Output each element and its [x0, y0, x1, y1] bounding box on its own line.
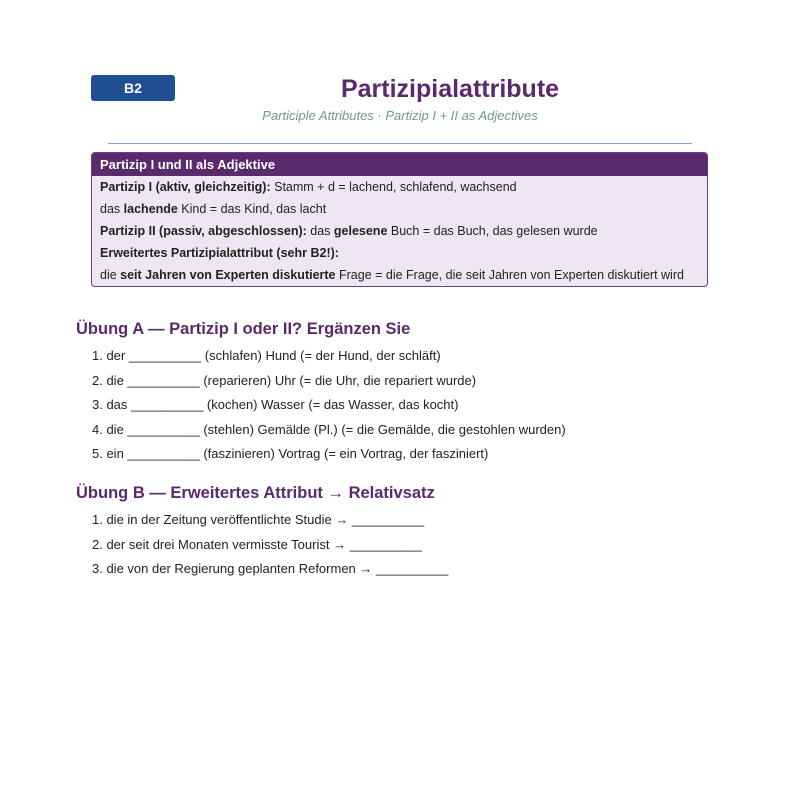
exercise-a-item-5[interactable]: 5. ein __________ (faszinieren) Vortrag (= ein Vortrag, der fasziniert): [92, 446, 489, 461]
level-badge: B2: [91, 75, 175, 101]
exercise-b-heading: Übung B — Erweitertes Attribut → Relativsatz: [76, 484, 435, 502]
example-text: die: [100, 268, 121, 282]
rule-text: Stamm + d = lachend, schlafend, wachsend: [270, 180, 517, 194]
exercise-a-list: [92, 344, 566, 467]
example-text: Buch = das Buch, das gelesen wurde: [387, 224, 598, 238]
page-subtitle: Participle Attributes · Partizip I + II as Adjectives: [262, 108, 538, 123]
example-text: das: [306, 224, 334, 238]
exercise-a-item-3[interactable]: 3. das __________ (kochen) Wasser (= das Wasser, das kocht): [92, 397, 459, 412]
exercise-a-item-1[interactable]: 1. der __________ (schlafen) Hund (= der Hund, der schläft): [92, 348, 441, 363]
exercise-b-list: [92, 508, 448, 582]
grammar-rule-extended-attribute: [92, 242, 707, 264]
grammar-rule-partizip-1: [92, 176, 707, 198]
example-highlight: seit Jahren von Experten diskutierte: [120, 268, 336, 282]
grammar-example-partizip-1: [92, 198, 707, 220]
grammar-example-extended-attribute: [92, 264, 707, 286]
rule-label: Partizip I (aktiv, gleichzeitig):: [100, 180, 271, 194]
exercise-a-item-2[interactable]: 2. die __________ (reparieren) Uhr (= die Uhr, die repariert wurde): [92, 372, 477, 388]
exercise-b-item-2[interactable]: 2. der seit drei Monaten vermisste Tourist → __________: [92, 536, 422, 552]
exercise-b-item-1[interactable]: 1. die in der Zeitung veröffentlichte Studie → __________: [92, 512, 425, 527]
example-highlight: lachende: [123, 202, 178, 216]
rule-label: Erweitertes Partizipialattribut (sehr B2!):: [100, 246, 339, 260]
grammar-rule-partizip-2: [92, 220, 707, 242]
rule-label: Partizip II (passiv, abgeschlossen):: [100, 224, 307, 238]
example-highlight: gelesene: [333, 224, 388, 238]
exercise-a-heading: Übung A — Partizip I oder II? Ergänzen Sie: [76, 320, 411, 338]
grammar-box: [91, 152, 708, 287]
example-text: Frage = die Frage, die seit Jahren von Experten diskutiert wird: [335, 268, 684, 282]
example-text: das: [100, 202, 124, 216]
exercise-b-item-3[interactable]: 3. die von der Regierung geplanten Reformen → __________: [92, 561, 449, 576]
page-title: Partizipialattribute: [340, 75, 560, 103]
header-divider: [108, 143, 692, 144]
exercise-a-item-4[interactable]: 4. die __________ (stehlen) Gemälde (Pl.) (= die Gemälde, die gestohlen wurden): [92, 421, 566, 437]
example-text: Kind = das Kind, das lacht: [177, 202, 327, 216]
grammar-box-heading: Partizip I und II als Adjektive: [92, 153, 707, 176]
